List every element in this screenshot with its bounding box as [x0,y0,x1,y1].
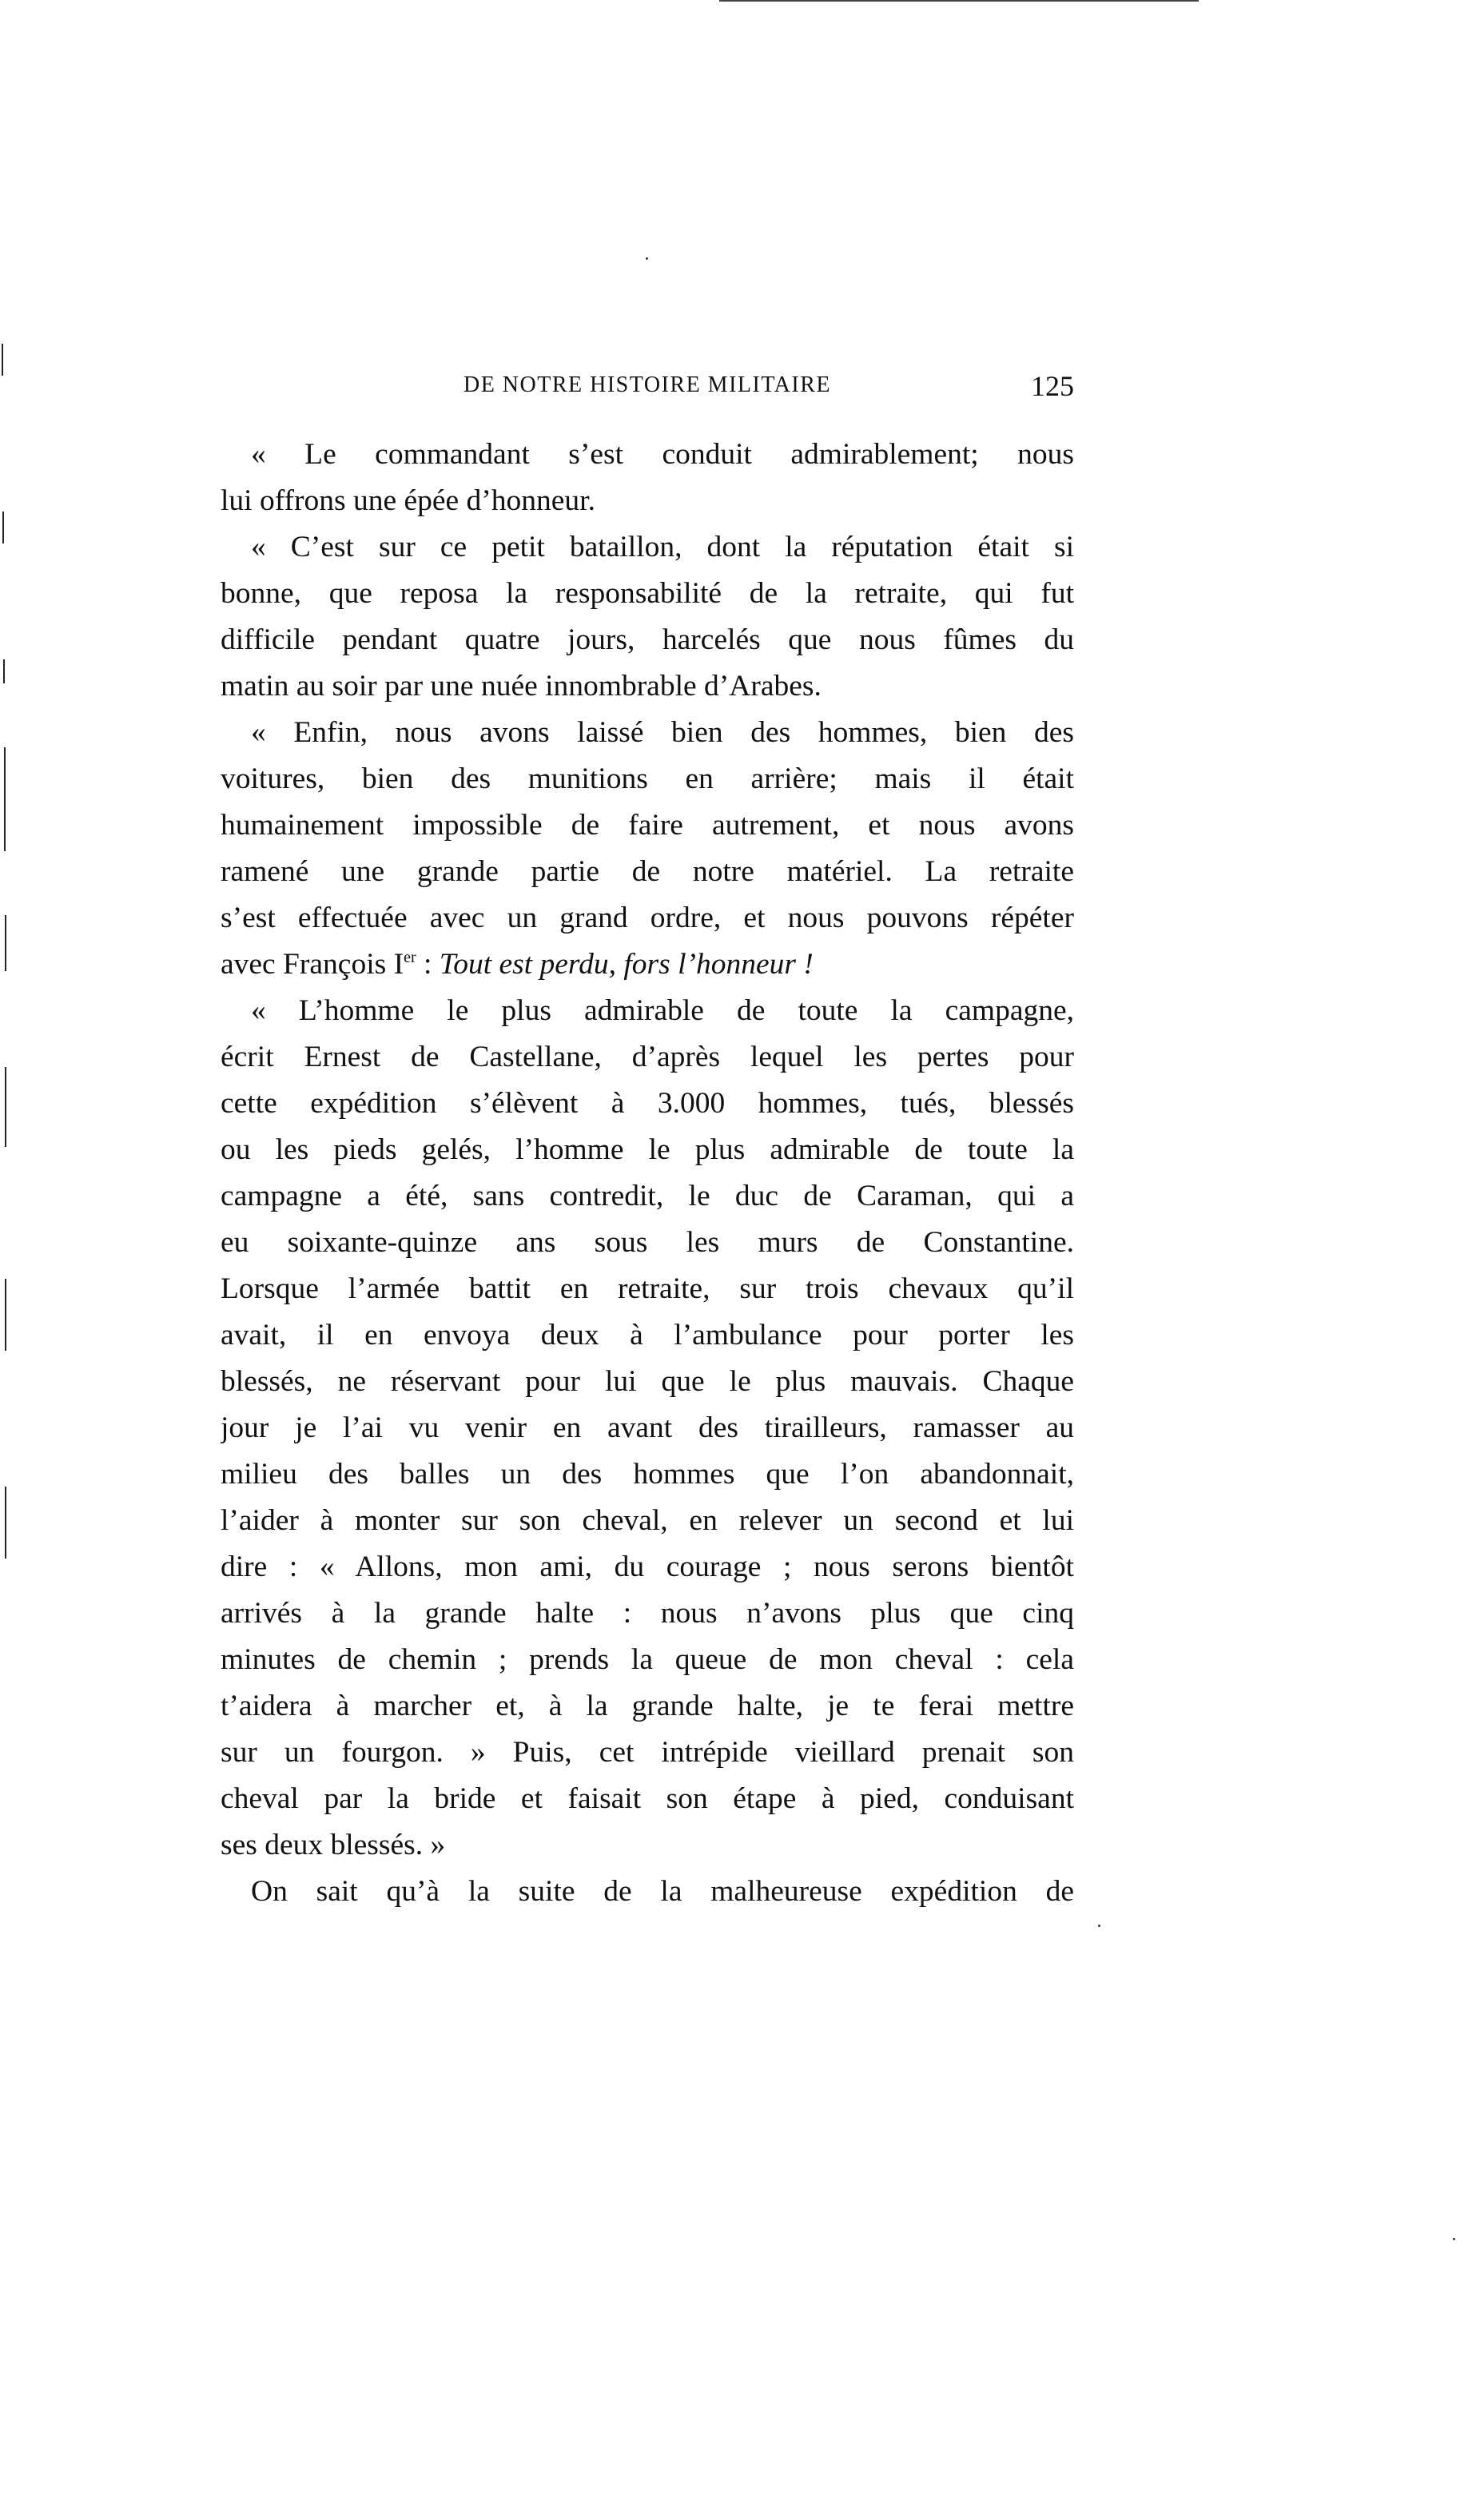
text-line [221,1869,1074,1915]
text-line-content: avec François I [221,948,404,981]
text-line-content: milieu des balles un des hommes que l’on abandonnait, [221,1458,1074,1491]
text-line-content: bonne, que reposa la responsabilité de la retraite, qui fut [221,577,1074,610]
text-line [221,1220,1074,1266]
text-line [221,1544,1074,1590]
text-line [221,710,1074,756]
text-line-content: minutes de chemin ; prends la queue de mon cheval : cela [221,1643,1074,1676]
text-line-content: s’est effectuée avec un grand ordre, et nous pouvons répéter [221,902,1074,934]
text-line [221,1730,1074,1776]
text-line [221,988,1074,1034]
running-title: DE NOTRE HISTOIRE MILITAIRE [463,372,832,397]
text-line [221,1405,1074,1451]
text-line [221,524,1074,571]
text-line [221,756,1074,802]
text-line-content: ses deux blessés. » [221,1829,446,1861]
scan-margin-mark [4,747,6,851]
text-line [221,942,1074,988]
text-line-content: « Le commandant s’est conduit admirablement; nous [251,438,1074,471]
scan-margin-mark [3,659,5,683]
scan-margin-mark [2,512,4,543]
scan-speck [1098,1925,1100,1927]
text-line-content: difficile pendant quatre jours, harcelés que nous fûmes du [221,623,1074,656]
text-line [221,895,1074,942]
text-line [221,1312,1074,1359]
text-line-content: sur un fourgon. » Puis, cet intrépide vieillard prenait son [221,1736,1074,1769]
text-line-content: t’aidera à marcher et, à la grande halte, je te ferai mettre [221,1690,1074,1722]
text-line [221,1127,1074,1173]
body-text [221,432,1074,1915]
scan-margin-mark [5,1487,6,1559]
scan-speck [646,257,648,260]
text-line-content: voitures, bien des munitions en arrière; mais il était [221,762,1074,795]
text-line-content: On sait qu’à la suite de la malheureuse expédition de [251,1875,1074,1908]
text-line [221,1173,1074,1220]
text-line-content: écrit Ernest de Castellane, d’après lequel les pertes pour [221,1041,1074,1073]
text-line-content: l’aider à monter sur son cheval, en relever un second et lui [221,1504,1074,1537]
text-line [221,571,1074,617]
text-line [221,802,1074,849]
text-line [221,1637,1074,1683]
text-line-content: dire : « Allons, mon ami, du courage ; nous serons bientôt [221,1551,1074,1583]
text-line-content: « C’est sur ce petit bataillon, dont la réputation était si [251,531,1074,563]
text-line [221,1266,1074,1312]
text-line-content: Lorsque l’armée battit en retraite, sur trois chevaux qu’il [221,1272,1074,1305]
text-line [221,1498,1074,1544]
text-line-content: lui offrons une épée d’honneur. [221,484,595,517]
text-line [221,617,1074,663]
text-line-content: jour je l’ai vu venir en avant des tirailleurs, ramasser au [221,1411,1074,1444]
text-line [221,1451,1074,1498]
scan-margin-mark [2,344,3,376]
text-line [221,1822,1074,1869]
text-line-content: ou les pieds gelés, l’homme le plus admirable de toute la [221,1133,1074,1166]
text-line [221,1081,1074,1127]
text-line-content: eu soixante-quinze ans sous les murs de Constantine. [221,1226,1074,1259]
text-line-content: « L’homme le plus admirable de toute la campagne, [251,994,1074,1027]
text-line [221,1776,1074,1822]
text-line-content: ramené une grande partie de notre matériel. La retraite [221,855,1074,888]
scan-edge-top [719,0,1199,2]
text-line-content: matin au soir par une nuée innombrable d’Arabes. [221,670,822,703]
text-line-content: arrivés à la grande halte : nous n’avons plus que cinq [221,1597,1074,1630]
text-line-content: humainement impossible de faire autrement, et nous avons [221,809,1074,842]
page-number: 125 [1031,370,1074,402]
text-line-content: blessés, ne réservant pour lui que le plus mauvais. Chaque [221,1365,1074,1398]
text-line-content: avait, il en envoya deux à l’ambulance pour porter les [221,1319,1074,1352]
scan-margin-mark [5,915,6,971]
text-line [221,663,1074,710]
text-line [221,1359,1074,1405]
text-line [221,1683,1074,1730]
text-line-content: cette expédition s’élèvent à 3.000 hommes, tués, blessés [221,1087,1074,1120]
text-line-content: cheval par la bride et faisait son étape à pied, conduisant [221,1782,1074,1815]
text-line-content: « Enfin, nous avons laissé bien des hommes, bien des [251,716,1074,749]
text-line [221,1590,1074,1637]
scan-margin-mark [5,1067,6,1147]
text-line [221,432,1074,478]
text-line [221,849,1074,895]
ordinal-superscript: er [404,949,416,966]
text-line-content: campagne a été, sans contredit, le duc de Caraman, qui a [221,1180,1074,1212]
text-line [221,478,1074,524]
text-line-content: : [416,948,440,981]
text-line [221,1034,1074,1081]
scan-margin-mark [5,1279,6,1351]
running-head [221,369,1074,401]
scan-speck [1453,2238,1455,2240]
italic-quote: Tout est perdu, fors l’honneur ! [439,948,814,981]
